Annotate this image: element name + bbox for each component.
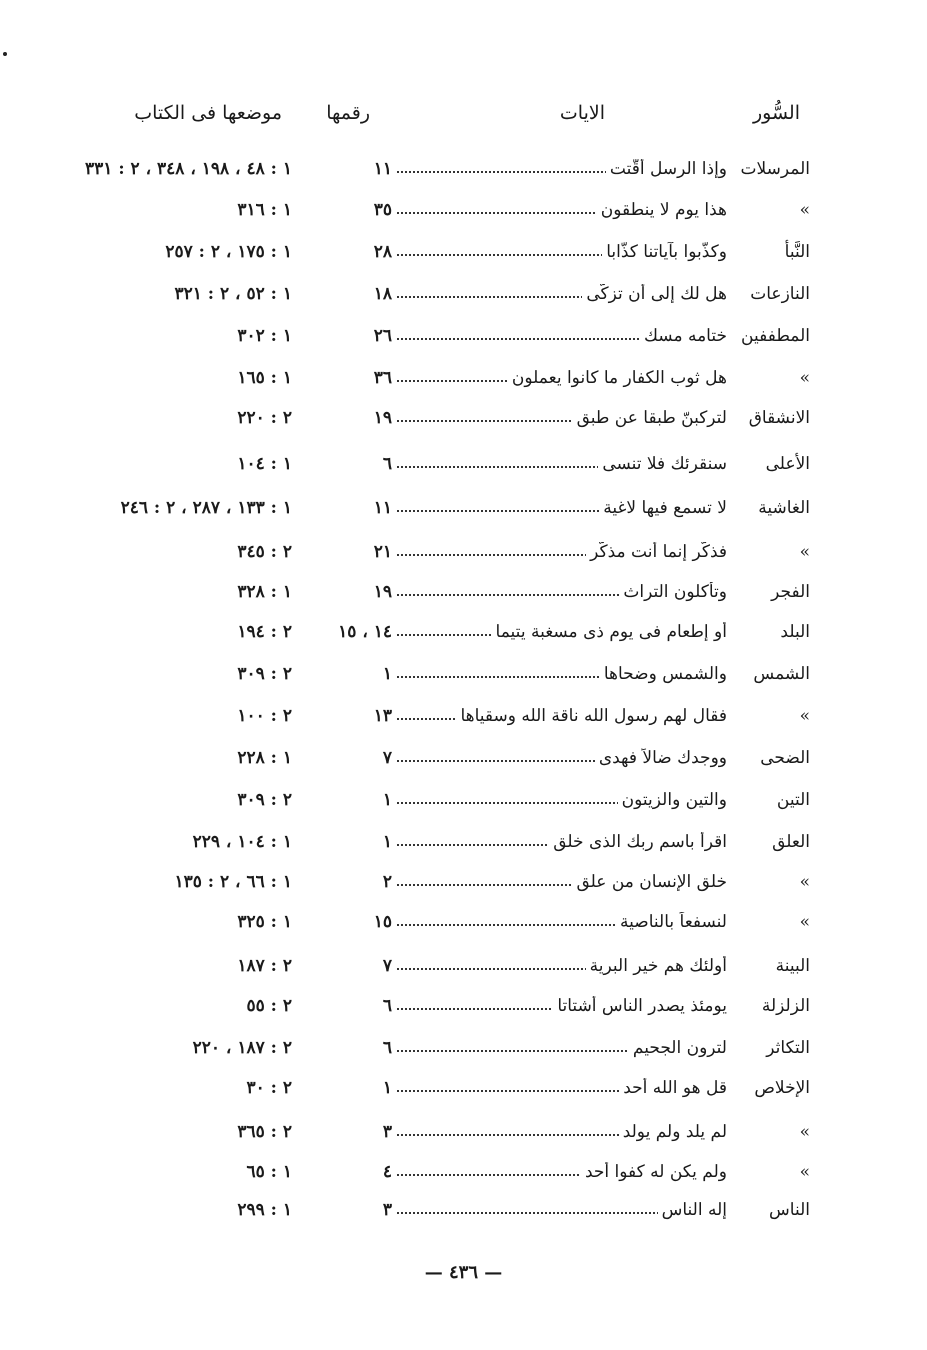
verse-text: لترون الجحيم: [629, 1038, 727, 1058]
verse-number: ١١: [373, 159, 392, 179]
index-row: [0, 1118, 927, 1148]
verse-cell: [397, 326, 727, 346]
surah-name: الشمس: [753, 664, 810, 684]
verse-number: ١: [382, 832, 392, 852]
index-row: [0, 364, 927, 394]
verse-cell: [397, 200, 727, 220]
surah-name: المرسلات: [740, 159, 810, 179]
book-position: ١ : ٦٥: [246, 1162, 292, 1182]
book-position: ١ : ٢٩٩: [237, 1200, 292, 1220]
index-row: [0, 868, 927, 898]
verse-text: قل هو الله أحد: [619, 1078, 727, 1098]
verse-cell: [397, 832, 727, 852]
verse-number: ٣: [382, 1122, 392, 1142]
surah-name: »: [799, 872, 810, 892]
surah-name: الناس: [769, 1200, 810, 1220]
book-position: ٢ : ٣٠٩: [237, 664, 292, 684]
verse-number: ٢٨: [373, 242, 392, 262]
index-row: [0, 578, 927, 608]
surah-name: »: [799, 706, 810, 726]
verse-cell: [397, 790, 727, 810]
verse-text: وتأكلون التراث: [619, 582, 727, 602]
verse-number: ١٤ ، ١٥: [338, 622, 392, 642]
header-position: موضعها فى الكتاب: [134, 102, 282, 124]
surah-name: المطففين: [741, 326, 810, 346]
verse-text: لم يلد ولم يولد: [619, 1122, 727, 1142]
surah-name: الفجر: [771, 582, 810, 602]
verse-number: ٣٥: [373, 200, 392, 220]
verse-cell: [397, 1078, 727, 1098]
verse-text: ووجدك ضالاً فهدى: [595, 748, 727, 768]
header-ayat: الايات: [559, 102, 605, 124]
index-row: [0, 1034, 927, 1064]
surah-name: الغاشية: [758, 498, 810, 518]
verse-text: لا تسمع فيها لاغية: [599, 498, 727, 518]
surah-name: »: [799, 1162, 810, 1182]
verse-cell: [397, 582, 727, 602]
verse-cell: [397, 454, 727, 474]
verse-cell: [397, 368, 727, 388]
verse-text: فذكّر إنما أنت مذكّر: [586, 542, 727, 562]
verse-number: ٢١: [373, 542, 392, 562]
verse-cell: [397, 872, 727, 892]
book-position: ٢ : ٣٤٥: [237, 542, 292, 562]
book-position: ١ : ٣٢٥: [237, 912, 292, 932]
book-position: ١ : ٢٢٨: [237, 748, 292, 768]
verse-text: وكذّبوا بآياتنا كذّابا: [602, 242, 727, 262]
verse-cell: [397, 284, 727, 304]
index-row: [0, 404, 927, 434]
verse-cell: [397, 664, 727, 684]
index-row: [0, 1158, 927, 1188]
book-position: ٢ : ٣٦٥: [237, 1122, 292, 1142]
surah-name: »: [799, 542, 810, 562]
verse-cell: [397, 996, 727, 1016]
verse-number: ٦: [382, 1038, 392, 1058]
verse-text: فقال لهم رسول الله ناقة الله وسقياها: [456, 706, 727, 726]
book-position: ١ : ٤٨ ، ١٩٨ ، ٣٤٨ ، ٢ : ٣٣١: [85, 159, 292, 179]
book-position: ١ : ١٣٣ ، ٢٨٧ ، ٢ : ٢٤٦: [120, 498, 292, 518]
verse-text: خلق الإنسان من علق: [572, 872, 727, 892]
book-position: ١ : ١٠٤: [237, 454, 292, 474]
verse-cell: [397, 1038, 727, 1058]
index-row: [0, 908, 927, 938]
book-position: ٢ : ٢٢٠: [237, 408, 292, 428]
index-row: [0, 155, 927, 185]
book-position: ١ : ٣٢٨: [237, 582, 292, 602]
verse-number: ١٩: [373, 582, 392, 602]
book-position: ١ : ٦٦ ، ٢ : ١٣٥: [174, 872, 292, 892]
index-row: [0, 952, 927, 982]
surah-name: الزلزلة: [761, 996, 810, 1016]
index-row: [0, 702, 927, 732]
verse-text: ولم يكن له كفوا أحد: [581, 1162, 727, 1182]
verse-text: وإذا الرسل أُقّتت: [606, 159, 727, 179]
book-position: ٢ : ٣٠: [246, 1078, 292, 1098]
surah-name: التين: [776, 790, 810, 810]
index-row: [0, 280, 927, 310]
verse-text: إله الناس: [658, 1200, 727, 1220]
verse-number: ٦: [382, 996, 392, 1016]
index-row: [0, 992, 927, 1022]
verse-number: ٣: [382, 1200, 392, 1220]
verse-number: ٧: [382, 748, 392, 768]
verse-cell: [397, 242, 727, 262]
index-row: [0, 1196, 927, 1226]
index-row: [0, 238, 927, 268]
verse-cell: [397, 408, 727, 428]
verse-text: يومئذ يصدر الناس أشتاتا: [553, 996, 727, 1016]
surah-name: النَّبأ: [784, 242, 810, 262]
verse-cell: [397, 159, 727, 179]
verse-text: هل ثوب الكفار ما كانوا يعملون: [508, 368, 727, 388]
index-row: [0, 1074, 927, 1104]
verse-number: ١: [382, 790, 392, 810]
header-number: رقمها: [326, 102, 370, 124]
verse-text: هذا يوم لا ينطقون: [597, 200, 727, 220]
verse-cell: [397, 1200, 727, 1220]
index-row: [0, 618, 927, 648]
header-surah: السُّور: [752, 102, 800, 124]
verse-number: ١: [382, 1078, 392, 1098]
surah-name: العلق: [772, 832, 810, 852]
book-position: ١ : ١٧٥ ، ٢ : ٢٥٧: [165, 242, 292, 262]
verse-text: لنسفعاً بالناصية: [616, 912, 727, 932]
book-position: ١ : ٣١٦: [237, 200, 292, 220]
book-position: ٢ : ١٩٤: [237, 622, 292, 642]
page-number: — ٤٣٦ —: [424, 1262, 503, 1283]
verse-number: ٢: [382, 872, 392, 892]
index-row: [0, 744, 927, 774]
verse-cell: [397, 748, 727, 768]
index-row: [0, 828, 927, 858]
verse-number: ١٨: [373, 284, 392, 304]
index-row: [0, 786, 927, 816]
surah-name: »: [799, 912, 810, 932]
book-position: ٢ : ١٨٧ ، ٢٢٠: [192, 1038, 292, 1058]
book-position: ٢ : ٣٠٩: [237, 790, 292, 810]
verse-cell: [397, 706, 727, 726]
surah-name: الانشقاق: [748, 408, 810, 428]
surah-name: »: [799, 368, 810, 388]
verse-text: سنقرئك فلا تنسى: [598, 454, 727, 474]
verse-number: ٤: [382, 1162, 392, 1182]
book-position: ٢ : ١٨٧: [237, 956, 292, 976]
verse-cell: [397, 622, 727, 642]
surah-name: »: [799, 200, 810, 220]
verse-text: أو إطعام فى يوم ذى مسغبة يتيما: [492, 622, 727, 642]
index-row: [0, 322, 927, 352]
verse-cell: [397, 1162, 727, 1182]
book-position: ٢ : ١٠٠: [237, 706, 292, 726]
book-position: ١ : ١٠٤ ، ٢٢٩: [192, 832, 292, 852]
book-position: ١ : ٥٢ ، ٢ : ٣٢١: [174, 284, 292, 304]
verse-number: ١٥: [373, 912, 392, 932]
verse-number: ٣٦: [373, 368, 392, 388]
surah-name: الضحى: [760, 748, 810, 768]
surah-name: البلد: [780, 622, 810, 642]
surah-name: البينة: [775, 956, 810, 976]
index-row: [0, 196, 927, 226]
verse-text: والشمس وضحاها: [600, 664, 727, 684]
verse-text: ختامه مسك: [640, 326, 727, 346]
verse-cell: [397, 1122, 727, 1142]
verse-number: ١١: [373, 498, 392, 518]
verse-text: اقرأ باسم ربك الذى خلق: [549, 832, 727, 852]
verse-number: ٢٦: [373, 326, 392, 346]
verse-number: ١٣: [373, 706, 392, 726]
verse-cell: [397, 956, 727, 976]
surah-name: الإخلاص: [754, 1078, 810, 1098]
verse-number: ١: [382, 664, 392, 684]
index-row: [0, 494, 927, 524]
index-row: [0, 450, 927, 480]
surah-name: النازعات: [750, 284, 810, 304]
verse-text: لتركبنّ طبقا عن طبق: [573, 408, 727, 428]
verse-cell: [397, 912, 727, 932]
surah-name: الأعلى: [765, 454, 810, 474]
index-row: [0, 660, 927, 690]
verse-number: ١٩: [373, 408, 392, 428]
verse-cell: [397, 542, 727, 562]
book-position: ١ : ١٦٥: [237, 368, 292, 388]
verse-text: أولئك هم خير البرية: [586, 956, 727, 976]
index-row: [0, 538, 927, 568]
verse-text: هل لك إلى أن تزكّى: [582, 284, 727, 304]
book-position: ٢ : ٥٥: [246, 996, 292, 1016]
verse-number: ٧: [382, 956, 392, 976]
book-position: ١ : ٣٠٢: [237, 326, 292, 346]
verse-cell: [397, 498, 727, 518]
verse-number: ٦: [382, 454, 392, 474]
verse-text: والتين والزيتون: [618, 790, 727, 810]
surah-name: »: [799, 1122, 810, 1142]
surah-name: التكاثر: [766, 1038, 810, 1058]
